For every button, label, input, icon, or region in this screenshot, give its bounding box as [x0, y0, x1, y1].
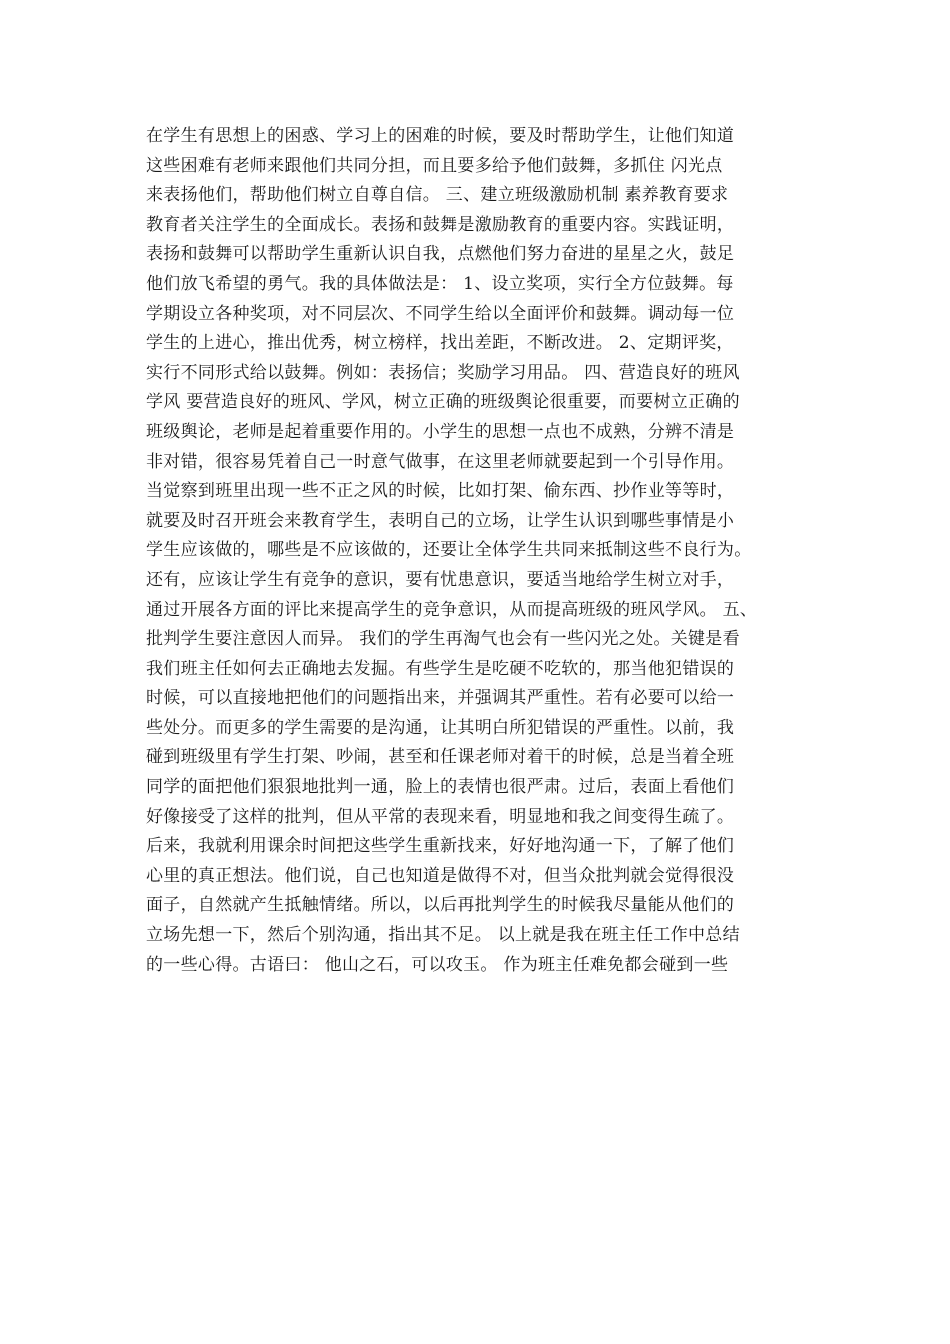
text-line: 后来，我就利用课余时间把这些学生重新找来，好好地沟通一下，了解了他们 [146, 836, 735, 857]
text-line: 些处分。而更多的学生需要的是沟通，让其明白所犯错误的严重性。以前，我 [146, 717, 735, 738]
text-line: 在学生有思想上的困惑、学习上的困难的时候，要及时帮助学生，让他们知道 [146, 126, 735, 146]
text-line: 他们放飞希望的勇气。我的具体做法是： 1、设立奖项，实行全方位鼓舞。每 [146, 273, 734, 294]
text-line: 碰到班级里有学生打架、吵闹，甚至和任课老师对着干的时候，总是当着全班 [146, 747, 735, 768]
text-line: 批判学生要注意因人而异。 我们的学生再淘气也会有一些闪光之处。关键是看 [146, 629, 740, 650]
text-line: 当觉察到班里出现一些不正之风的时候，比如打架、偷东西、抄作业等等时， [146, 481, 735, 502]
text-line: 学期设立各种奖项，对不同层次、不同学生给以全面评价和鼓舞。调动每一位 [146, 303, 735, 324]
text-line: 面子，自然就产生抵触情绪。所以，以后再批判学生的时候我尽量能从他们的 [146, 895, 735, 916]
text-line: 这些困难有老师来跟他们共同分担，而且要多给予他们鼓舞，多抓住 闪光点 [146, 155, 723, 176]
text-line: 立场先想一下，然后个别沟通，指出其不足。 以上就是我在班主任工作中总结 [146, 925, 740, 946]
text-line: 同学的面把他们狠狠地批判一通，脸上的表情也很严肃。过后，表面上看他们 [146, 777, 735, 798]
text-line: 实行不同形式给以鼓舞。例如：表扬信；奖励学习用品。 四、营造良好的班风 [146, 362, 740, 383]
text-line: 好像接受了这样的批判，但从平常的表现来看，明显地和我之间变得生疏了。 [146, 806, 735, 827]
body-text [146, 122, 836, 980]
text-line: 学生应该做的，哪些是不应该做的，还要让全体学生共同来抵制这些不良行为。 [146, 540, 752, 561]
text-line: 还有，应该让学生有竞争的意识，要有忧患意识，要适当地给学生树立对手， [146, 569, 735, 590]
text-line: 表扬和鼓舞可以帮助学生重新认识自我，点燃他们努力奋进的星星之火，鼓足 [146, 244, 735, 265]
text-line: 就要及时召开班会来教育学生，表明自己的立场，让学生认识到哪些事情是小 [146, 510, 735, 531]
text-line: 的一些心得。古语曰： 他山之石，可以攻玉。 作为班主任难免都会碰到一些 [146, 954, 729, 975]
text-line: 班级舆论，老师是起着重要作用的。小学生的思想一点也不成熟，分辨不清是 [146, 421, 735, 442]
text-line: 学生的上进心，推出优秀，树立榜样，找出差距，不断改进。 2、定期评奖， [146, 333, 734, 354]
text-line: 来表扬他们，帮助他们树立自尊自信。 三、建立班级激励机制 素养教育要求 [146, 185, 729, 206]
text-line: 时候，可以直接地把他们的问题指出来，并强调其严重性。若有必要可以给一 [146, 688, 735, 709]
text-line: 非对错，很容易凭着自己一时意气做事，在这里老师就要起到一个引导作用。 [146, 451, 735, 472]
text-line: 教育者关注学生的全面成长。表扬和鼓舞是激励教育的重要内容。实践证明， [146, 214, 735, 235]
text-line: 学风 要营造良好的班风、学风，树立正确的班级舆论很重要，而要树立正确的 [146, 392, 740, 413]
text-line: 通过开展各方面的评比来提高学生的竞争意识，从而提高班级的班风学风。 五、 [146, 599, 758, 620]
text-line: 我们班主任如何去正确地去发掘。有些学生是吃硬不吃软的，那当他犯错误的 [146, 658, 735, 679]
text-line: 心里的真正想法。他们说，自己也知道是做得不对，但当众批判就会觉得很没 [146, 865, 735, 886]
